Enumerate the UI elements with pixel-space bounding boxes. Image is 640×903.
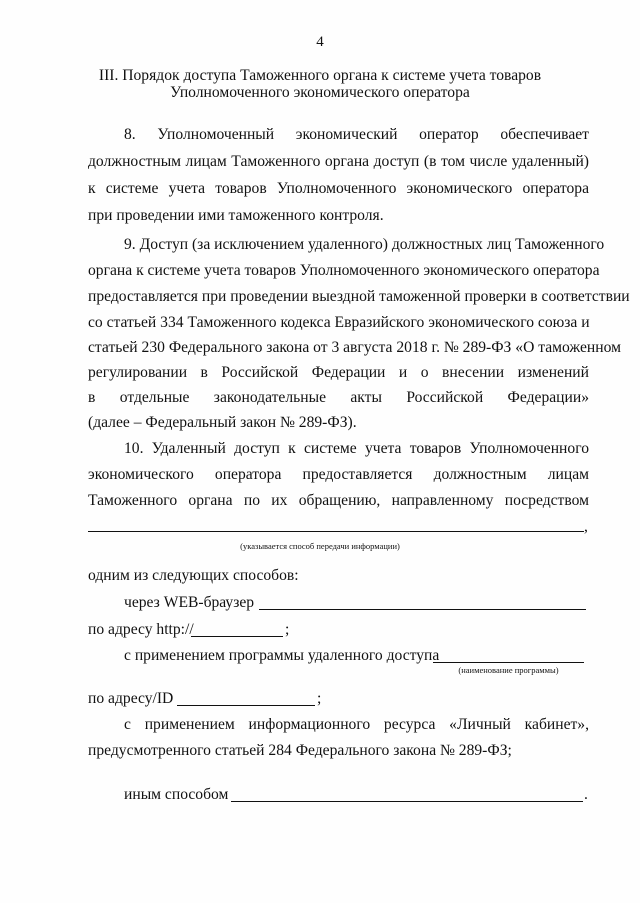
remote-program-label: с применением программы удаленного доступа (124, 647, 440, 664)
program-name-caption: (наименование программы) (458, 665, 559, 675)
paragraph-8-line: при проведении ими таможенного контроля. (88, 207, 384, 224)
paragraph-9-line: в отдельные законодательные акты Российской Федерации» (88, 389, 589, 406)
paragraph-9-line: со статьей 334 Таможенного кодекса Евразийского экономического союза и (88, 314, 590, 331)
paragraph-10-line: экономического оператора предоставляется должностным лицам (88, 466, 589, 483)
personal-cabinet-line: предусмотренного статьей 284 Федерального закона № 289-ФЗ; (88, 742, 512, 759)
id-address-field[interactable] (177, 705, 315, 706)
paragraph-8-line: 8. Уполномоченный экономический оператор обеспечивает (124, 126, 589, 143)
paragraph-9-line: (далее – Федеральный закон № 289-ФЗ). (88, 414, 357, 431)
http-address-field[interactable] (191, 636, 283, 637)
methods-intro: одним из следующих способов: (88, 567, 299, 584)
paragraph-10-line: 10. Удаленный доступ к системе учета товаров Уполномоченного (124, 440, 589, 457)
period: . (584, 786, 588, 803)
paragraph-9-line: предоставляется при проведении выездной таможенной проверки в соответствии (88, 288, 630, 305)
web-browser-label: через WEB-браузер (124, 594, 255, 611)
paragraph-10-line: Таможенного органа по их обращению, направленному посредством (88, 492, 589, 509)
section-title-line-1: III. Порядок доступа Таможенного органа к системе учета товаров (98, 67, 542, 84)
semicolon: ; (285, 621, 290, 638)
semicolon: ; (317, 690, 322, 707)
id-address-label: по адресу/ID (88, 690, 174, 707)
trailing-comma: , (584, 518, 588, 535)
web-browser-field[interactable] (259, 609, 586, 610)
transfer-method-field[interactable] (88, 531, 584, 532)
page-number: 4 (316, 34, 324, 50)
paragraph-9-line: статьей 230 Федерального закона от 3 августа 2018 г. № 289-ФЗ «О таможенном (88, 339, 621, 356)
http-address-label: по адресу http:// (88, 621, 194, 638)
other-method-label: иным способом (124, 786, 229, 803)
paragraph-8-line: должностным лицам Таможенного органа доступ (в том числе удаленный) (88, 153, 589, 170)
paragraph-8-line: к системе учета товаров Уполномоченного экономического оператора (88, 180, 589, 197)
remote-program-field[interactable] (433, 662, 584, 663)
personal-cabinet-line: с применением информационного ресурса «Личный кабинет», (124, 716, 589, 733)
other-method-field[interactable] (231, 801, 583, 802)
paragraph-9-line: 9. Доступ (за исключением удаленного) должностных лиц Таможенного (124, 236, 605, 253)
section-title-line-2: Уполномоченного экономического оператора (170, 84, 470, 101)
paragraph-9-line: органа к системе учета товаров Уполномоченного экономического оператора (88, 262, 600, 279)
paragraph-9-line: регулировании в Российской Федерации и о внесении изменений (88, 364, 589, 381)
transfer-method-caption: (указывается способ передачи информации) (240, 541, 400, 551)
